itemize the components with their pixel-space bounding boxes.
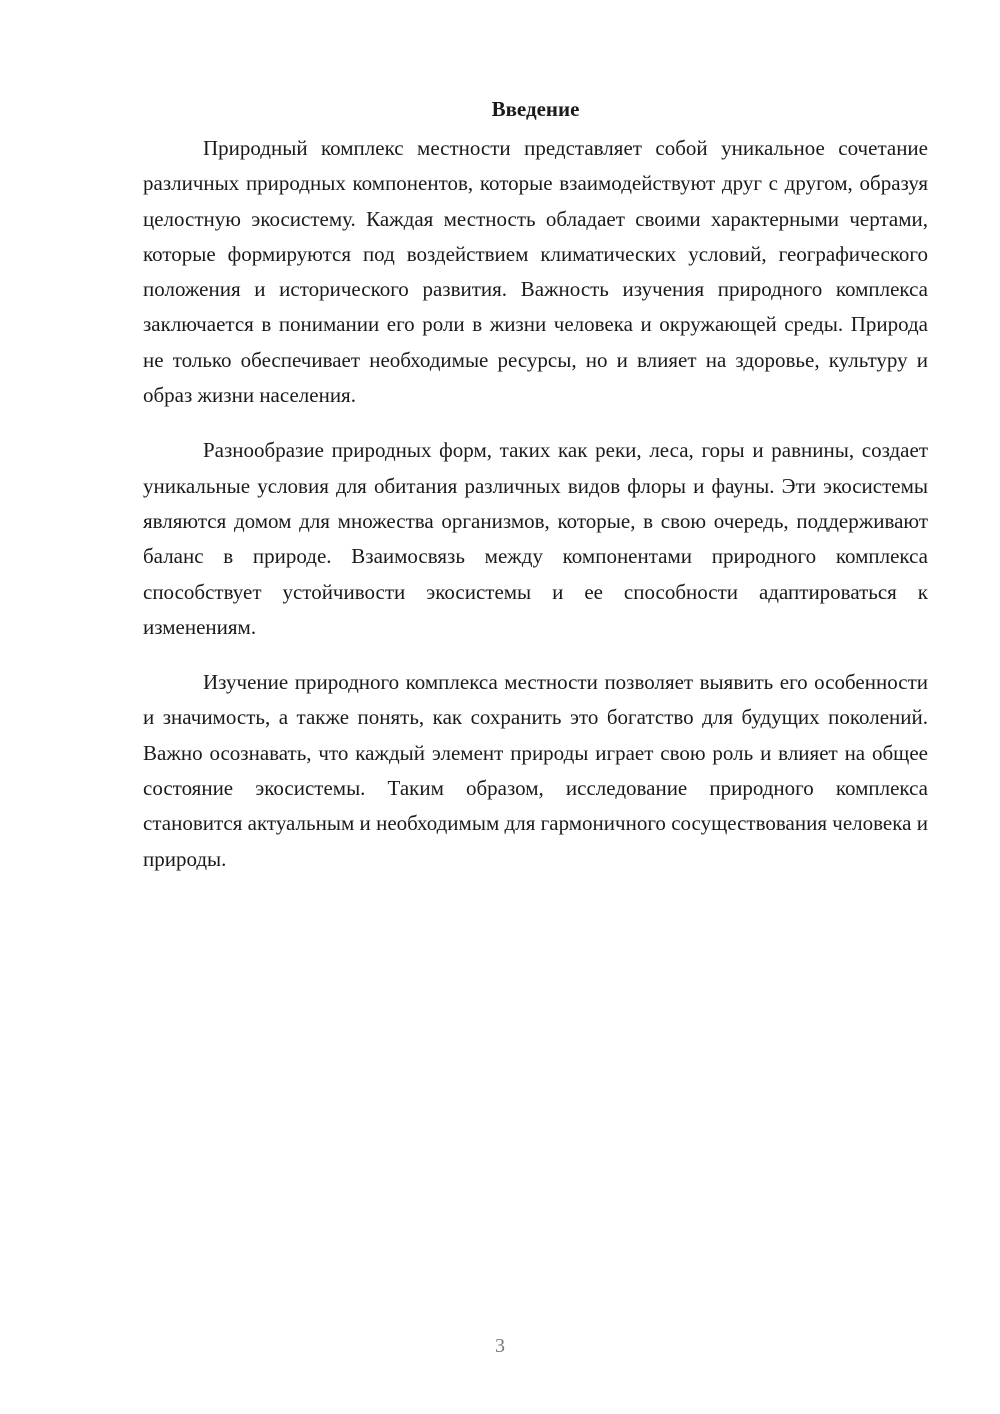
paragraph-1: Природный комплекс местности представляет собой уникальное сочетание различных природных компонентов, которые взаимодействуют друг с другом, образуя целостную экосистему. Каждая местность обладает своими характерными чертами, которые формируются под воздействием климатических условий, географического положения и исторического развития. Важность изучения природного комплекса заключается в понимании его роли в жизни человека и окружающей среды. Природа не только обеспечивает необходимые ресурсы, но и влияет на здоровье, культуру и образ жизни населения. <box>143 136 928 408</box>
page-number: 3 <box>495 1335 505 1357</box>
page-content <box>143 92 928 897</box>
section-heading: Введение <box>491 97 580 121</box>
paragraph-2: Разнообразие природных форм, таких как реки, леса, горы и равнины, создает уникальные условия для обитания различных видов флоры и фауны. Эти экосистемы являются домом для множества организмов, которые, в свою очередь, поддерживают баланс в природе. Взаимосвязь между компонентами природного комплекса способствует устойчивости экосистемы и ее способности адаптироваться к изменениям. <box>143 438 928 639</box>
paragraph-3: Изучение природного комплекса местности позволяет выявить его особенности и значимость, а также понять, как сохранить это богатство для будущих поколений. Важно осознавать, что каждый элемент природы играет свою роль и влияет на общее состояние экосистемы. Таким образом, исследование природного комплекса становится актуальным и необходимым для гармоничного сосуществования человека и природы. <box>143 670 928 871</box>
